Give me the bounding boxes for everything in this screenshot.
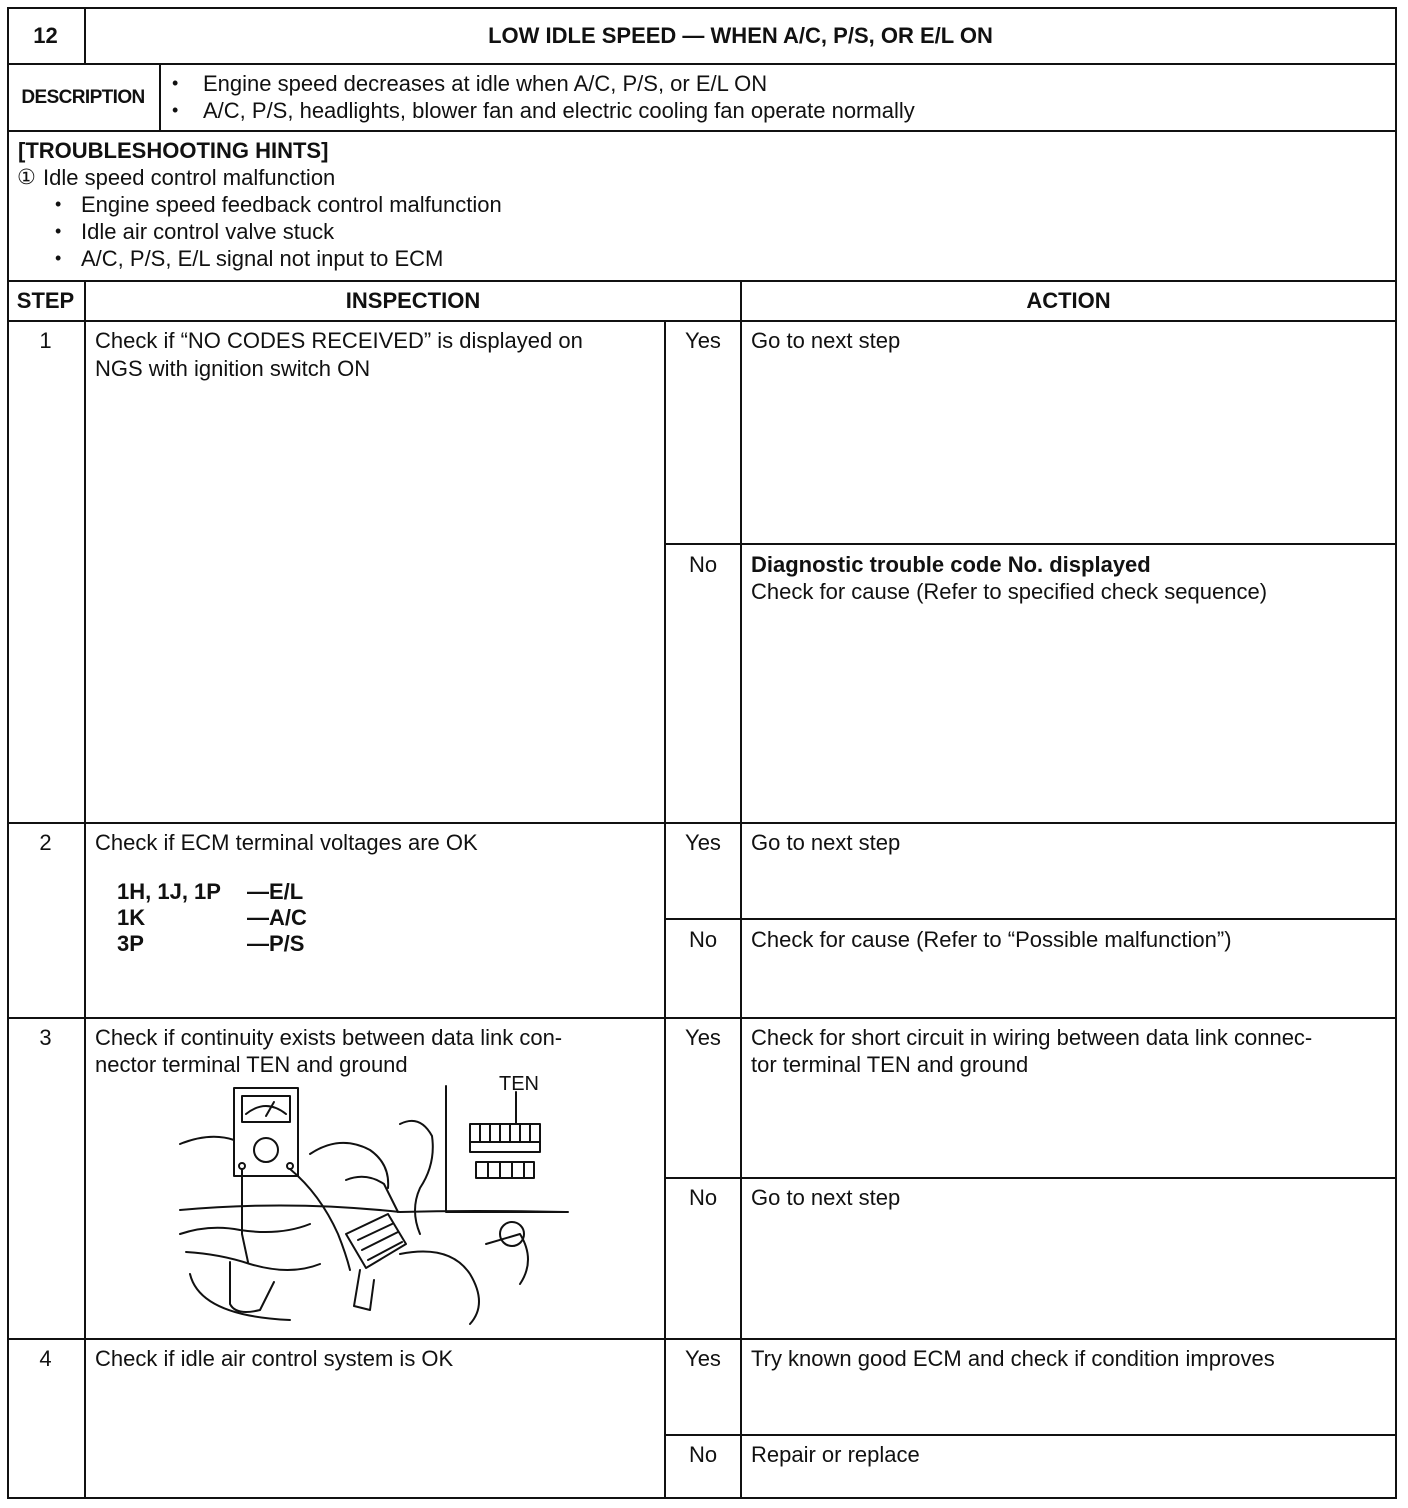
terminal-signal: —E/L [247, 879, 304, 904]
hints-title: [TROUBLESHOOTING HINTS] [18, 138, 329, 163]
divider-step4-yes-no [664, 1434, 1397, 1436]
terminal-pins: 1H, 1J, 1P [117, 879, 221, 904]
divider-action-column [740, 280, 742, 1499]
section-number: 12 [33, 23, 58, 48]
description-item: A/C, P/S, headlights, blower fan and electric cooling fan operate normally [203, 98, 915, 123]
step-inspection: Check if “NO CODES RECEIVED” is displayed on [95, 328, 583, 353]
page-title: LOW IDLE SPEED — WHEN A/C, P/S, OR E/L ON [488, 23, 993, 48]
bullet-icon: • [55, 221, 62, 241]
step-inspection: NGS with ignition switch ON [95, 356, 371, 381]
no-action: Go to next step [751, 1185, 901, 1210]
no-action-title: Diagnostic trouble code No. displayed [751, 552, 1151, 577]
divider-step2 [7, 1017, 1397, 1019]
divider-step1 [7, 822, 1397, 824]
step-number: 2 [39, 830, 52, 855]
terminal-signal: —A/C [247, 905, 307, 930]
terminal-signal: —P/S [247, 931, 305, 956]
table-border-left [7, 7, 9, 1499]
column-header-inspection: INSPECTION [345, 288, 481, 313]
divider-step-column [84, 280, 86, 1499]
yes-label: Yes [685, 1025, 721, 1050]
yes-action: tor terminal TEN and ground [751, 1052, 1029, 1077]
divider-step2-yes-no [664, 918, 1397, 920]
no-label: No [688, 552, 718, 577]
terminal-pins: 1K [117, 905, 146, 930]
bullet-icon: • [172, 73, 179, 93]
yes-action: Go to next step [751, 830, 901, 855]
yes-action: Check for short circuit in wiring between data link connec- [751, 1025, 1313, 1050]
divider-inspection-yesno [664, 320, 666, 1499]
table-border-right [1395, 7, 1397, 1499]
yes-label: Yes [685, 830, 721, 855]
no-action: Repair or replace [751, 1442, 920, 1467]
divider-column-header [7, 320, 1397, 322]
circled-one-marker: ① [17, 165, 36, 189]
no-action: Check for cause (Refer to specified check sequence) [751, 579, 1268, 604]
step-inspection: Check if continuity exists between data link con- [95, 1025, 563, 1050]
divider-description [7, 130, 1397, 132]
description-item: Engine speed decreases at idle when A/C, P/S, or E/L ON [203, 71, 768, 96]
step-number: 3 [39, 1025, 52, 1050]
yes-action: Go to next step [751, 328, 901, 353]
bullet-icon: • [55, 194, 62, 214]
hints-item: Engine speed feedback control malfunction [81, 192, 502, 217]
divider-header [7, 63, 1397, 65]
no-label: No [688, 1185, 718, 1210]
no-action: Check for cause (Refer to “Possible malfunction”) [751, 927, 1232, 952]
terminal-pins: 3P [117, 931, 144, 956]
divider-step3 [7, 1338, 1397, 1340]
no-label: No [688, 1442, 718, 1467]
column-header-step: STEP [16, 288, 75, 313]
bullet-icon: • [172, 100, 179, 120]
step-inspection: Check if idle air control system is OK [95, 1346, 454, 1371]
figure-label-ten: TEN [499, 1073, 539, 1095]
divider-hints [7, 280, 1397, 282]
divider-step3-yes-no [664, 1177, 1397, 1179]
step-inspection: Check if ECM terminal voltages are OK [95, 830, 478, 855]
divider-step1-yes-no [664, 543, 1397, 545]
hints-item: Idle air control valve stuck [81, 219, 335, 244]
table-border-bottom [7, 1497, 1397, 1499]
divider-description-label [159, 63, 161, 130]
step-inspection: nector terminal TEN and ground [95, 1052, 408, 1077]
bullet-icon: • [55, 248, 62, 268]
column-header-action: ACTION [1026, 288, 1111, 313]
yes-label: Yes [685, 328, 721, 353]
multimeter-connector-illustration [170, 1084, 590, 1326]
table-border-top [7, 7, 1397, 9]
hints-cause: Idle speed control malfunction [43, 165, 336, 190]
description-label: DESCRIPTION [21, 87, 145, 108]
no-label: No [688, 927, 718, 952]
step-number: 4 [39, 1346, 52, 1371]
yes-action: Try known good ECM and check if condition improves [751, 1346, 1275, 1371]
step-number: 1 [39, 328, 52, 353]
hints-item: A/C, P/S, E/L signal not input to ECM [81, 246, 444, 271]
yes-label: Yes [685, 1346, 721, 1371]
